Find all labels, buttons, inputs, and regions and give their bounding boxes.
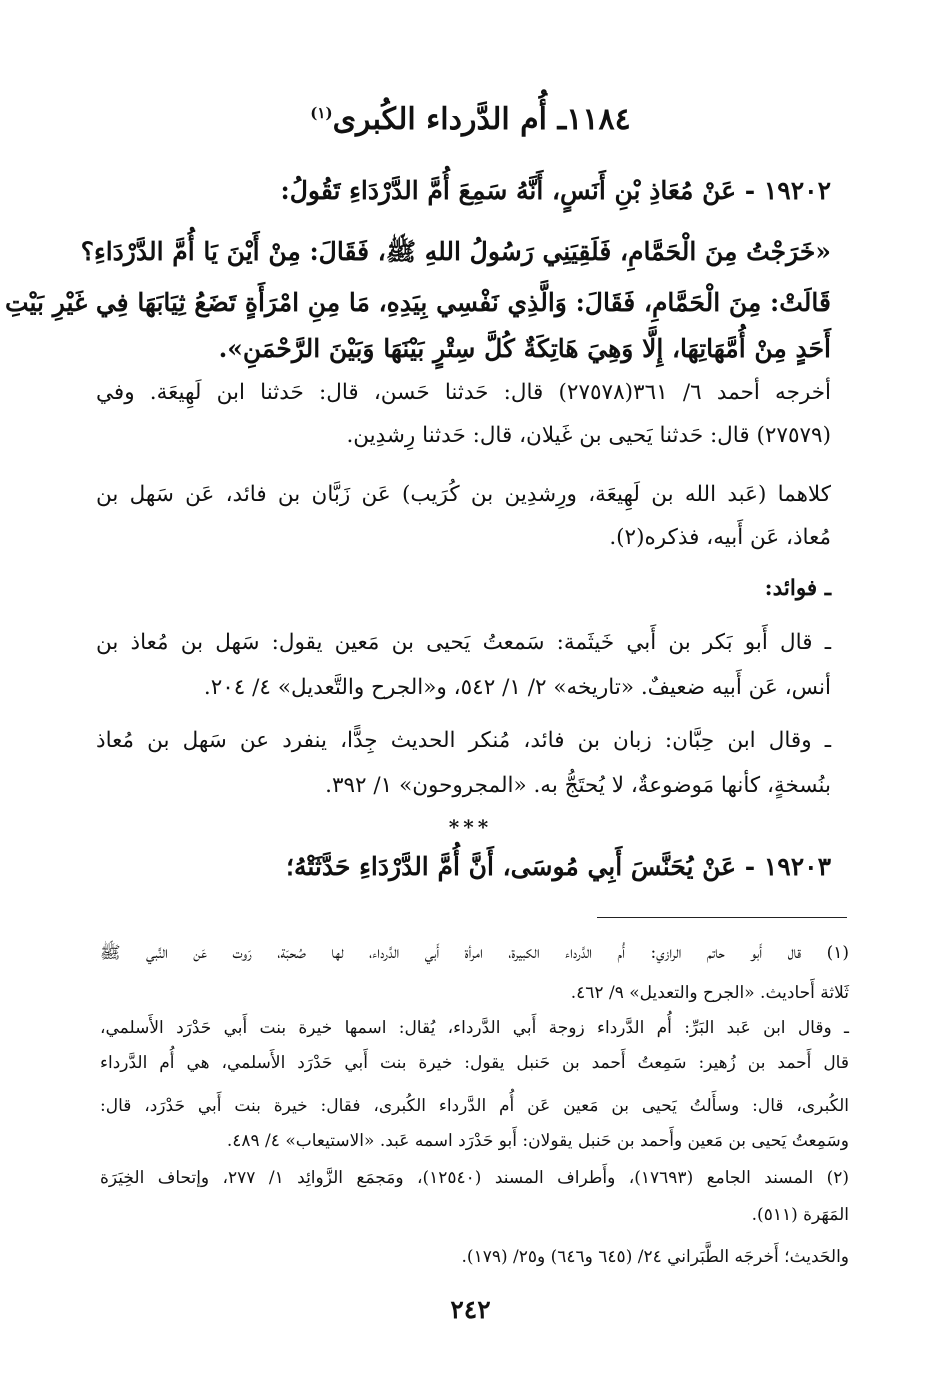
footnote-ref-1: (١): [310, 104, 333, 122]
footnote-1-line-5: الكُبرى، قال: وسأَلتُ يَحيى بن مَعين عَن أُم الدَّرداء الكُبرى، فقال: خيرة بنت أَبي حَدْرَد، قال:: [100, 1096, 849, 1116]
footnote-rule: [597, 917, 847, 918]
takhrij-line-1: أخرجه أحمد ٦/ ٣٦١(٢٧٥٧٨) قال: حَدثنا حَسن، قال: حَدثنا ابن لَهِيعَة. وفي: [96, 380, 831, 405]
footnote-1-line-6: وسَمِعتُ يَحيى بن مَعين وأَحمد بن حَنبل يقولان: أَبو حَدْرَد اسمه عَبد. «الاستيعاب» ٤/ ٤٨٩.: [226, 1131, 849, 1151]
hadith-19202-line-4: أَحَدٍ مِنْ أُمَّهَاتِهَا، إِلَّا وَهِيَ هَاتِكَةٌ كُلَّ سِتْرٍ بَيْنَهَا وَبَيْنَ الرَّحْمَنِ».: [218, 334, 831, 363]
hadith-19202-line-3: قَالَتْ: مِنَ الْحَمَّامِ، فَقَالَ: وَالَّذِي نَفْسِي بِيَدِهِ، مَا مِنِ امْرَأَةٍ تَضَعُ ثِيَابَهَا فِي غَيْرِ بَيْتِ: [4, 288, 831, 317]
footnote-2-line-2: المَهَرة (٥١١).: [751, 1205, 849, 1225]
entry-heading: [0, 102, 941, 137]
footnote-1-line-3: ـ وقال ابن عَبد البَرِّ: أُم الدَّرداء زوجة أَبي الدَّرداء، يُقال: اسمها خيرة بنت أَبي حَدْرَد الأَسلمي،: [100, 1018, 849, 1038]
takhrij-line-4: مُعاذ، عَن أَبيه، فذكره(٢).: [609, 525, 831, 550]
footnote-1-line-4: قال أَحمد بن زُهير: سَمِعتُ أَحمد بن حَنبل يقول: خيرة بنت أَبي حَدْرَد الأَسلمي، هي أُم الدَّرداء: [100, 1053, 849, 1073]
footnote-2-line-3: والحَديث؛ أَخرجَه الطَّبَراني ٢٤/ (٦٤٥ و٦٤٦) و٢٥/ (١٧٩).: [461, 1247, 849, 1267]
section-separator: ***: [448, 815, 493, 839]
footnote-2-line-1: (٢) المسند الجامع (١٧٦٩٣)، وأَطراف المسند (١٢٥٤٠)، ومَجمَع الزَّوائِد ١/ ٢٧٧، وإتحاف الخِيَرَة: [100, 1168, 849, 1188]
fawaid-title: ـ فوائد:: [764, 576, 831, 601]
hadith-19202-line-2: «خَرَجْتُ مِنَ الْحَمَّامِ، فَلَقِيَنِي رَسُولُ اللهِ ﷺ، فَقَالَ: مِنْ أَيْنَ يَا أُمَّ الدَّرْدَاءِ؟: [80, 237, 831, 266]
footnote-1-line-1: (١) قال أَبو حاتم الرازي: أُم الدَّرداء الكبيرة، امرأة أَبي الدَّرداء، لها صُحبَة، رَوت عَن النَّبي ﷺ: [100, 943, 849, 963]
entry-heading-text: ١١٨٤ـ أُم الدَّرداء الكُبرى: [332, 102, 631, 137]
fawaid-line-2: أنس، عَن أَبيه ضعيفٌ. «تاريخه» ٢/ ١/ ٥٤٢، و«الجرح والتَّعديل» ٤/ ٢٠٤.: [203, 675, 831, 700]
footnote-1-line-2: ثَلاثة أَحاديث. «الجرح والتعديل» ٩/ ٤٦٢.: [570, 983, 849, 1003]
fawaid-line-4: بنُسخةٍ، كأنها مَوضوعةٌ، لا يُحتَجُّ به. «المجروحون» ١/ ٣٩٢.: [325, 773, 831, 798]
hadith-19202-line-1: ١٩٢٠٢ - عَنْ مُعَاذِ بْنِ أَنَسٍ، أَنَّهُ سَمِعَ أُمَّ الدَّرْدَاءِ تَقُولُ:: [280, 176, 831, 205]
hadith-19203-line-1: ١٩٢٠٣ - عَنْ يُحَنَّسَ أَبِي مُوسَى، أَنَّ أُمَّ الدَّرْدَاءِ حَدَّثَتْهُ؛: [286, 852, 831, 881]
fawaid-line-1: ـ قال أَبو بَكر بن أَبي خَيثَمة: سَمعتُ يَحيى بن مَعين يقول: سَهل بن مُعاذ بن: [96, 630, 831, 655]
page-number: ٢٤٢: [450, 1295, 491, 1324]
takhrij-line-2: (٢٧٥٧٩) قال: حَدثنا يَحيى بن غَيلان، قال: حَدثنا رِشدِين.: [346, 423, 831, 448]
takhrij-line-3: كلاهما (عَبد الله بن لَهِيعَة، ورِشدِين بن كُرَيب) عَن زَبَّان بن فائد، عَن سَهل بن: [96, 482, 831, 507]
fawaid-line-3: ـ وقال ابن حِبَّان: زبان بن فائد، مُنكر الحديث جِدًّا، ينفرد عن سَهل بن مُعاذ: [96, 728, 831, 753]
